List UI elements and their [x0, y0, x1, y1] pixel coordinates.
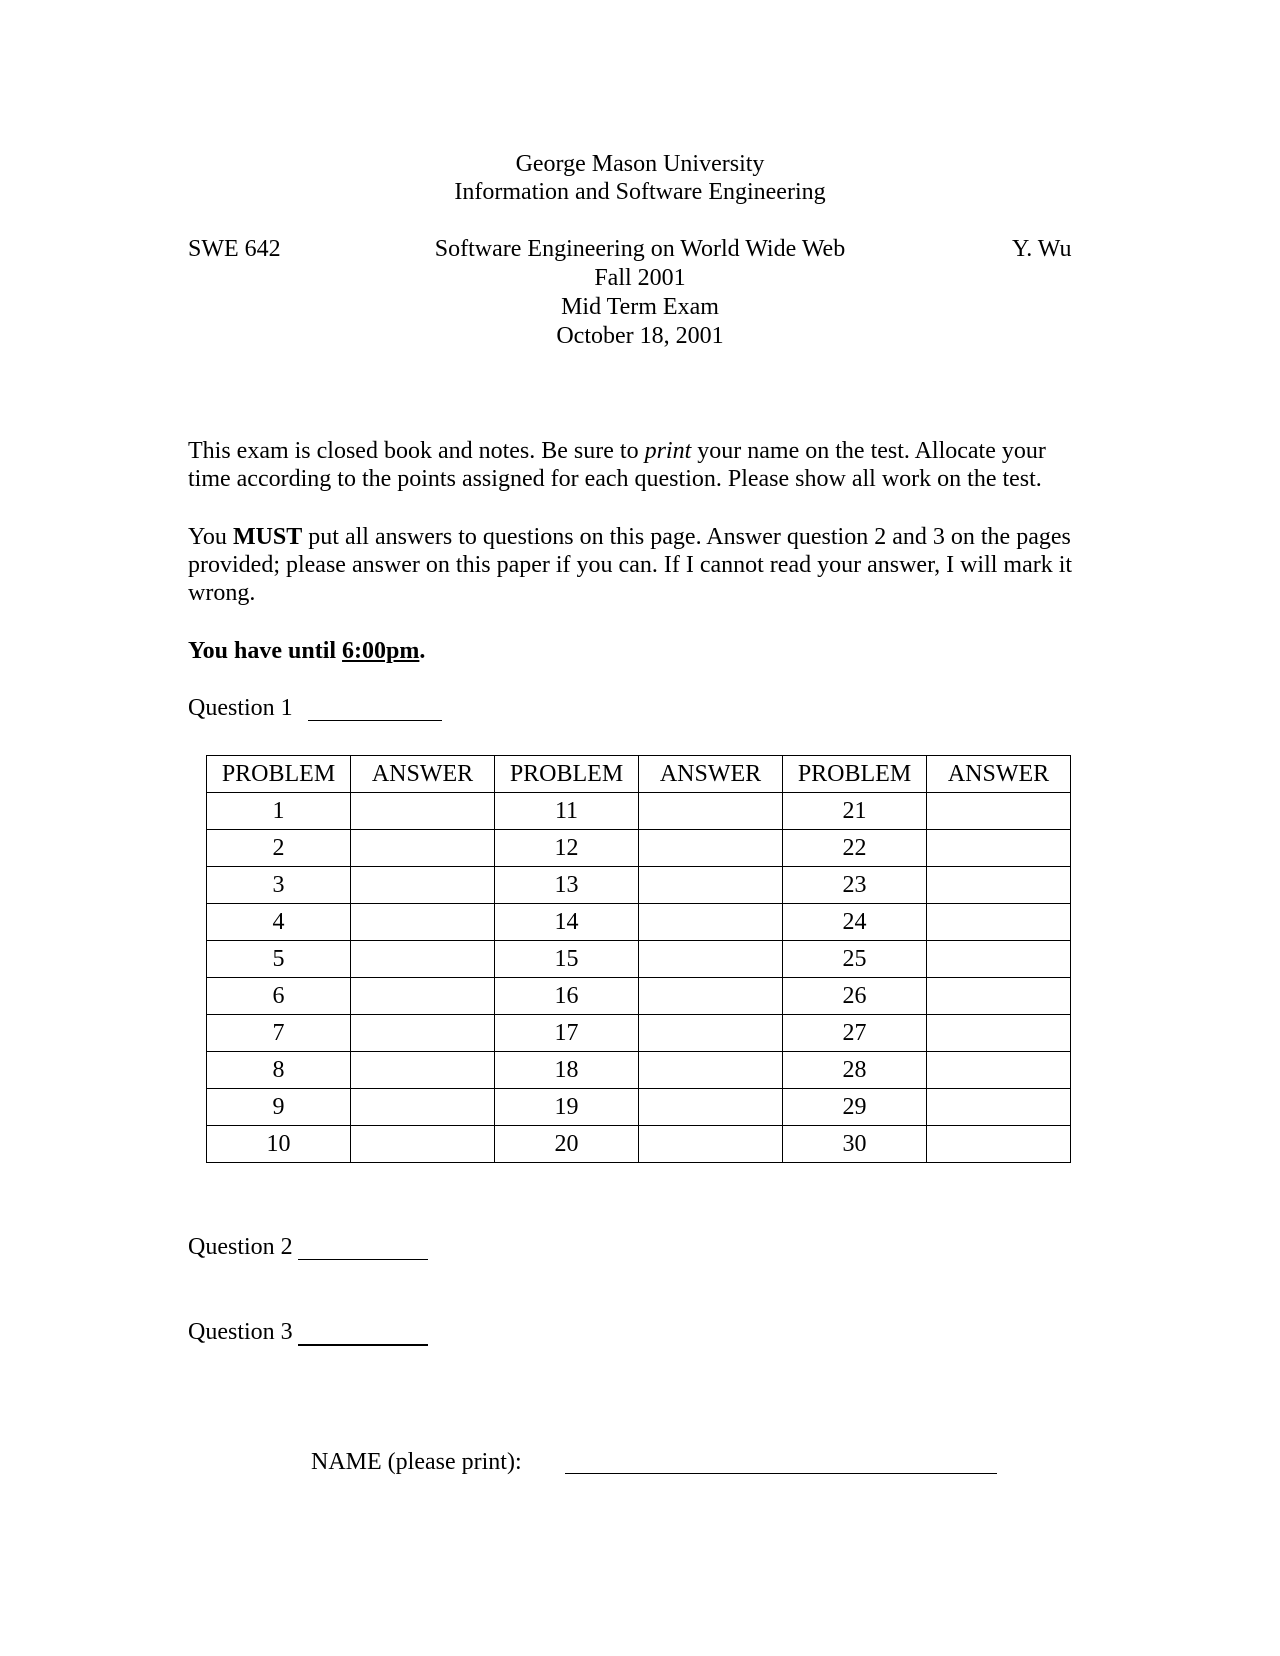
- problem-number-cell: 13: [495, 867, 639, 904]
- instructions-paragraph-2: [188, 523, 1088, 607]
- problem-number-cell: 16: [495, 978, 639, 1015]
- answer-cell[interactable]: [639, 904, 783, 941]
- question-1-label: Question 1: [188, 695, 293, 721]
- emphasis-text: print: [644, 438, 692, 464]
- emphasis-text: MUST: [232, 524, 303, 550]
- table-header-cell: PROBLEM: [207, 756, 351, 793]
- answer-cell[interactable]: [351, 867, 495, 904]
- problem-number-cell: 7: [207, 1015, 351, 1052]
- problem-number-cell: 27: [783, 1015, 927, 1052]
- university-name: George Mason University: [515, 151, 765, 177]
- instructions-text: put all answers to questions on this page. Answer question 2 and 3 on the pages provided; please answer on this paper if you can. If I cannot read your answer, I will mark it wrong.: [188, 524, 1073, 606]
- problem-number-cell: 23: [783, 867, 927, 904]
- answer-cell[interactable]: [351, 1089, 495, 1126]
- exam-type: Mid Term Exam: [561, 294, 719, 320]
- problem-number-cell: 6: [207, 978, 351, 1015]
- problem-number-cell: 26: [783, 978, 927, 1015]
- question-3-label: Question 3: [188, 1319, 293, 1345]
- answer-cell[interactable]: [351, 941, 495, 978]
- instructions-text: your name on the test. Allocate your time according to the points assigned for each question. Please show all work on the test.: [188, 438, 1046, 492]
- answer-cell[interactable]: [927, 793, 1071, 830]
- exam-term: Fall 2001: [594, 265, 686, 291]
- table-header-cell: ANSWER: [927, 756, 1071, 793]
- answer-cell[interactable]: [351, 1126, 495, 1163]
- deadline-notice: [188, 637, 425, 665]
- table-row: [207, 830, 1071, 867]
- problem-number-cell: 17: [495, 1015, 639, 1052]
- answer-cell[interactable]: [639, 978, 783, 1015]
- answer-cell[interactable]: [927, 941, 1071, 978]
- answer-cell[interactable]: [351, 1052, 495, 1089]
- question-2-score-blank[interactable]: [298, 1233, 428, 1260]
- course-title: Software Engineering on World Wide Web: [434, 236, 846, 262]
- answer-cell[interactable]: [639, 1052, 783, 1089]
- answer-cell[interactable]: [927, 978, 1071, 1015]
- problem-number-cell: 24: [783, 904, 927, 941]
- answer-cell[interactable]: [639, 1089, 783, 1126]
- answer-cell[interactable]: [639, 830, 783, 867]
- problem-number-cell: 15: [495, 941, 639, 978]
- problem-number-cell: 8: [207, 1052, 351, 1089]
- problem-number-cell: 4: [207, 904, 351, 941]
- problem-number-cell: 19: [495, 1089, 639, 1126]
- instructions-text: This exam is closed book and notes. Be sure to: [188, 438, 645, 464]
- name-field-line[interactable]: [565, 1473, 997, 1474]
- problem-number-cell: 18: [495, 1052, 639, 1089]
- table-row: [207, 904, 1071, 941]
- problem-number-cell: 20: [495, 1126, 639, 1163]
- table-header-cell: PROBLEM: [783, 756, 927, 793]
- table-row: [207, 1015, 1071, 1052]
- answer-cell[interactable]: [639, 793, 783, 830]
- table-header-cell: PROBLEM: [495, 756, 639, 793]
- table-row: [207, 1126, 1071, 1163]
- answer-cell[interactable]: [639, 1015, 783, 1052]
- answer-cell[interactable]: [639, 1126, 783, 1163]
- answer-cell[interactable]: [351, 830, 495, 867]
- answer-cell[interactable]: [927, 1126, 1071, 1163]
- problem-number-cell: 10: [207, 1126, 351, 1163]
- answer-cell[interactable]: [927, 1089, 1071, 1126]
- instructions-text: You: [188, 524, 233, 550]
- answer-table-body: [207, 793, 1071, 1163]
- problem-number-cell: 11: [495, 793, 639, 830]
- deadline-prefix: You have until: [188, 638, 343, 664]
- answer-cell[interactable]: [927, 830, 1071, 867]
- answer-cell[interactable]: [351, 978, 495, 1015]
- problem-number-cell: 14: [495, 904, 639, 941]
- problem-number-cell: 1: [207, 793, 351, 830]
- deadline-time: 6:00pm: [342, 638, 420, 664]
- problem-number-cell: 29: [783, 1089, 927, 1126]
- instructor-name: Y. Wu: [1012, 236, 1072, 262]
- problem-number-cell: 12: [495, 830, 639, 867]
- instructions-paragraph-1: [188, 437, 1088, 493]
- problem-number-cell: 9: [207, 1089, 351, 1126]
- question-3-score-blank[interactable]: [298, 1318, 428, 1346]
- answer-cell[interactable]: [927, 1015, 1071, 1052]
- problem-number-cell: 5: [207, 941, 351, 978]
- answer-cell[interactable]: [351, 1015, 495, 1052]
- problem-number-cell: 25: [783, 941, 927, 978]
- table-row: [207, 867, 1071, 904]
- course-code: SWE 642: [188, 236, 281, 262]
- problem-number-cell: 3: [207, 867, 351, 904]
- answer-cell[interactable]: [927, 1052, 1071, 1089]
- problem-number-cell: 21: [783, 793, 927, 830]
- table-row: [207, 793, 1071, 830]
- answer-cell[interactable]: [639, 867, 783, 904]
- problem-number-cell: 22: [783, 830, 927, 867]
- question-1-score-blank[interactable]: [308, 694, 442, 721]
- answer-cell[interactable]: [927, 867, 1071, 904]
- department-name: Information and Software Engineering: [454, 179, 826, 205]
- table-row: [207, 1089, 1071, 1126]
- answer-cell[interactable]: [927, 904, 1071, 941]
- problem-number-cell: 30: [783, 1126, 927, 1163]
- answer-cell[interactable]: [351, 904, 495, 941]
- table-row: [207, 1052, 1071, 1089]
- question-2-label: Question 2: [188, 1234, 293, 1260]
- problem-number-cell: 2: [207, 830, 351, 867]
- answer-table-header-row: [207, 756, 1071, 793]
- table-row: [207, 978, 1071, 1015]
- exam-date: October 18, 2001: [556, 323, 724, 349]
- table-header-cell: ANSWER: [639, 756, 783, 793]
- problem-number-cell: 28: [783, 1052, 927, 1089]
- table-header-cell: ANSWER: [351, 756, 495, 793]
- answer-cell[interactable]: [639, 941, 783, 978]
- name-label: NAME (please print):: [311, 1449, 522, 1475]
- answer-cell[interactable]: [351, 793, 495, 830]
- answer-table: [206, 755, 1071, 1163]
- deadline-suffix: .: [419, 638, 426, 664]
- table-row: [207, 941, 1071, 978]
